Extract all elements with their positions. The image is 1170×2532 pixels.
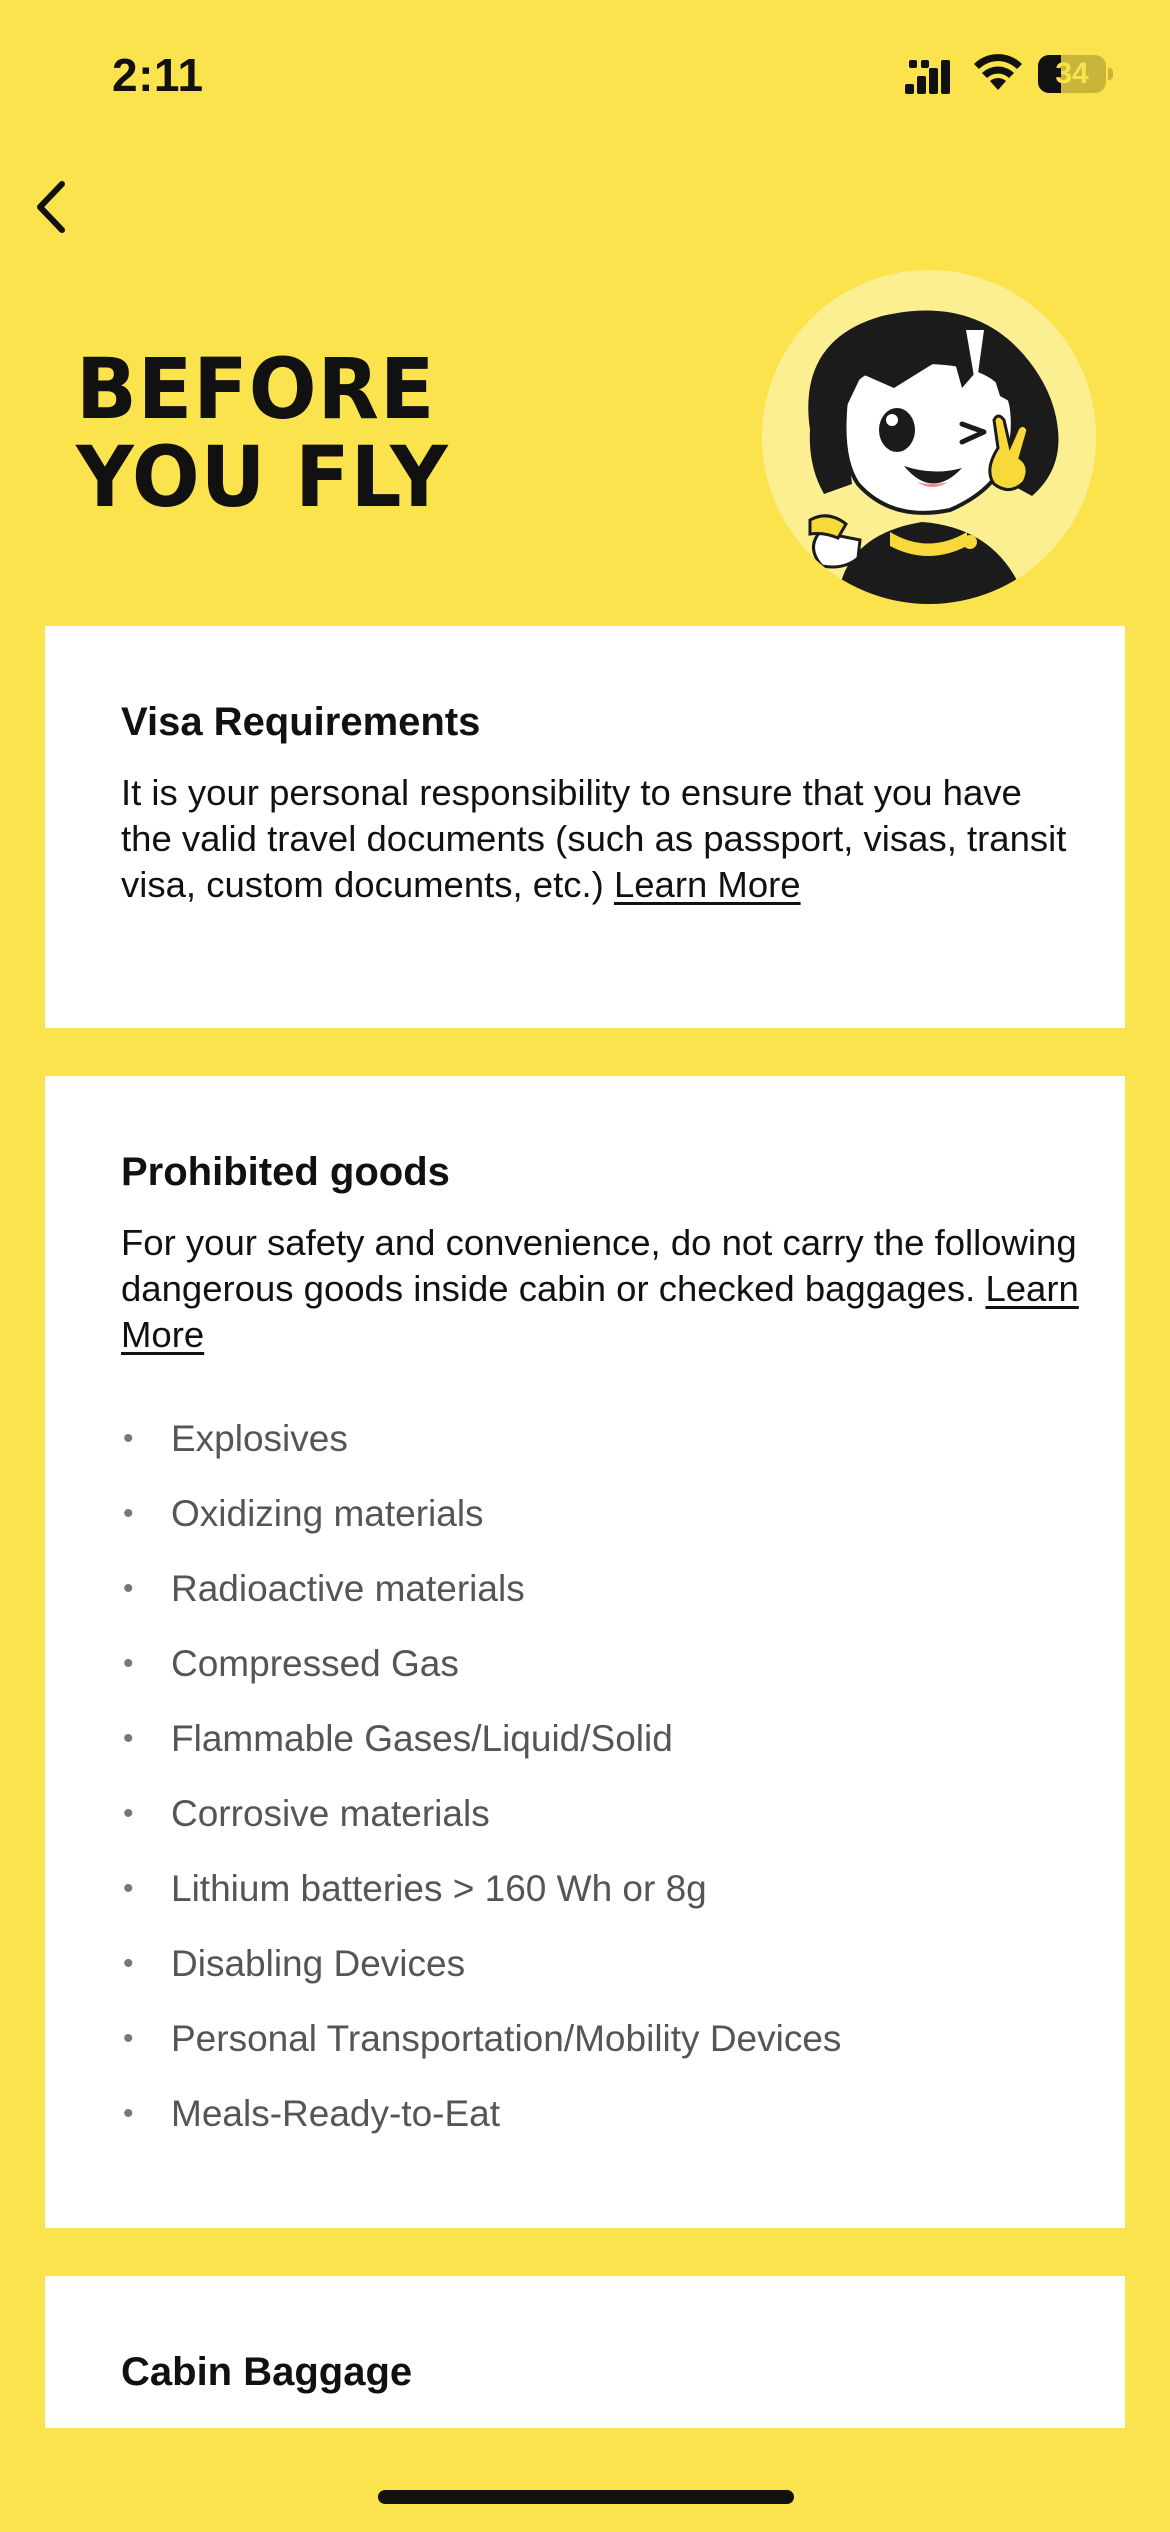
list-item: • Disabling Devices xyxy=(123,1943,466,1984)
prohibited-goods-body xyxy=(121,1220,1081,1358)
list-item-label: Meals-Ready-to-Eat xyxy=(171,2093,501,2134)
list-item: • Oxidizing materials xyxy=(123,1493,484,1534)
wifi-icon xyxy=(972,52,1024,92)
list-item-label: Radioactive materials xyxy=(171,1568,525,1609)
list-item: • Meals-Ready-to-Eat xyxy=(123,2093,501,2134)
list-item-label: Lithium batteries > 160 Wh or 8g xyxy=(171,1868,707,1909)
list-item: • Personal Transportation/Mobility Devices xyxy=(123,2018,842,2059)
back-chevron-left-icon[interactable] xyxy=(20,172,90,242)
visa-requirements-title: Visa Requirements xyxy=(121,700,481,744)
prohibited-goods-list xyxy=(121,1414,1081,2164)
visa-requirements-body xyxy=(121,770,1081,908)
cellular-signal-icon xyxy=(905,58,961,94)
visa-requirements-text: It is your personal responsibility to ensure that you have the valid travel documents (such as passport, visas, transit visa, custom documents, etc.) xyxy=(121,772,1067,905)
list-item-label: Disabling Devices xyxy=(171,1943,466,1984)
bottom-safe-area xyxy=(0,2428,1170,2532)
prohibited-goods-card xyxy=(45,1076,1125,2228)
prohibited-goods-title: Prohibited goods xyxy=(121,1150,450,1194)
list-item: • Compressed Gas xyxy=(123,1643,459,1684)
page-title-line-2: YOU FLY xyxy=(76,428,449,526)
visa-requirements-card xyxy=(45,626,1125,1028)
list-item-label: Personal Transportation/Mobility Devices xyxy=(171,2018,842,2059)
home-indicator[interactable] xyxy=(378,2490,794,2504)
prohibited-goods-text: For your safety and convenience, do not carry the following dangerous goods inside cabin or checked baggages. xyxy=(121,1222,1077,1309)
battery-percent: 34 xyxy=(1055,57,1089,90)
list-item: • Radioactive materials xyxy=(123,1568,525,1609)
list-item-label: Compressed Gas xyxy=(171,1643,459,1684)
page-title-line-1: BEFORE xyxy=(76,340,436,438)
status-bar xyxy=(0,0,1170,150)
prohibited-learn-more-link[interactable]: Learn More xyxy=(121,1268,1079,1355)
page-title xyxy=(76,340,684,526)
mascot-illustration xyxy=(762,270,1096,604)
list-item: • Corrosive materials xyxy=(123,1793,490,1834)
list-item: • Flammable Gases/Liquid/Solid xyxy=(123,1718,673,1759)
list-item: • Explosives xyxy=(123,1418,348,1459)
list-item-label: Flammable Gases/Liquid/Solid xyxy=(171,1718,673,1759)
list-item: • Lithium batteries > 160 Wh or 8g xyxy=(123,1868,707,1909)
list-item-label: Explosives xyxy=(171,1418,348,1459)
visa-learn-more-link[interactable]: Learn More xyxy=(613,864,801,905)
list-item-label: Corrosive materials xyxy=(171,1793,490,1834)
list-item-label: Oxidizing materials xyxy=(171,1493,484,1534)
cabin-baggage-title: Cabin Baggage xyxy=(121,2350,413,2394)
battery-icon xyxy=(1038,55,1112,93)
status-time: 2:11 xyxy=(112,49,204,101)
